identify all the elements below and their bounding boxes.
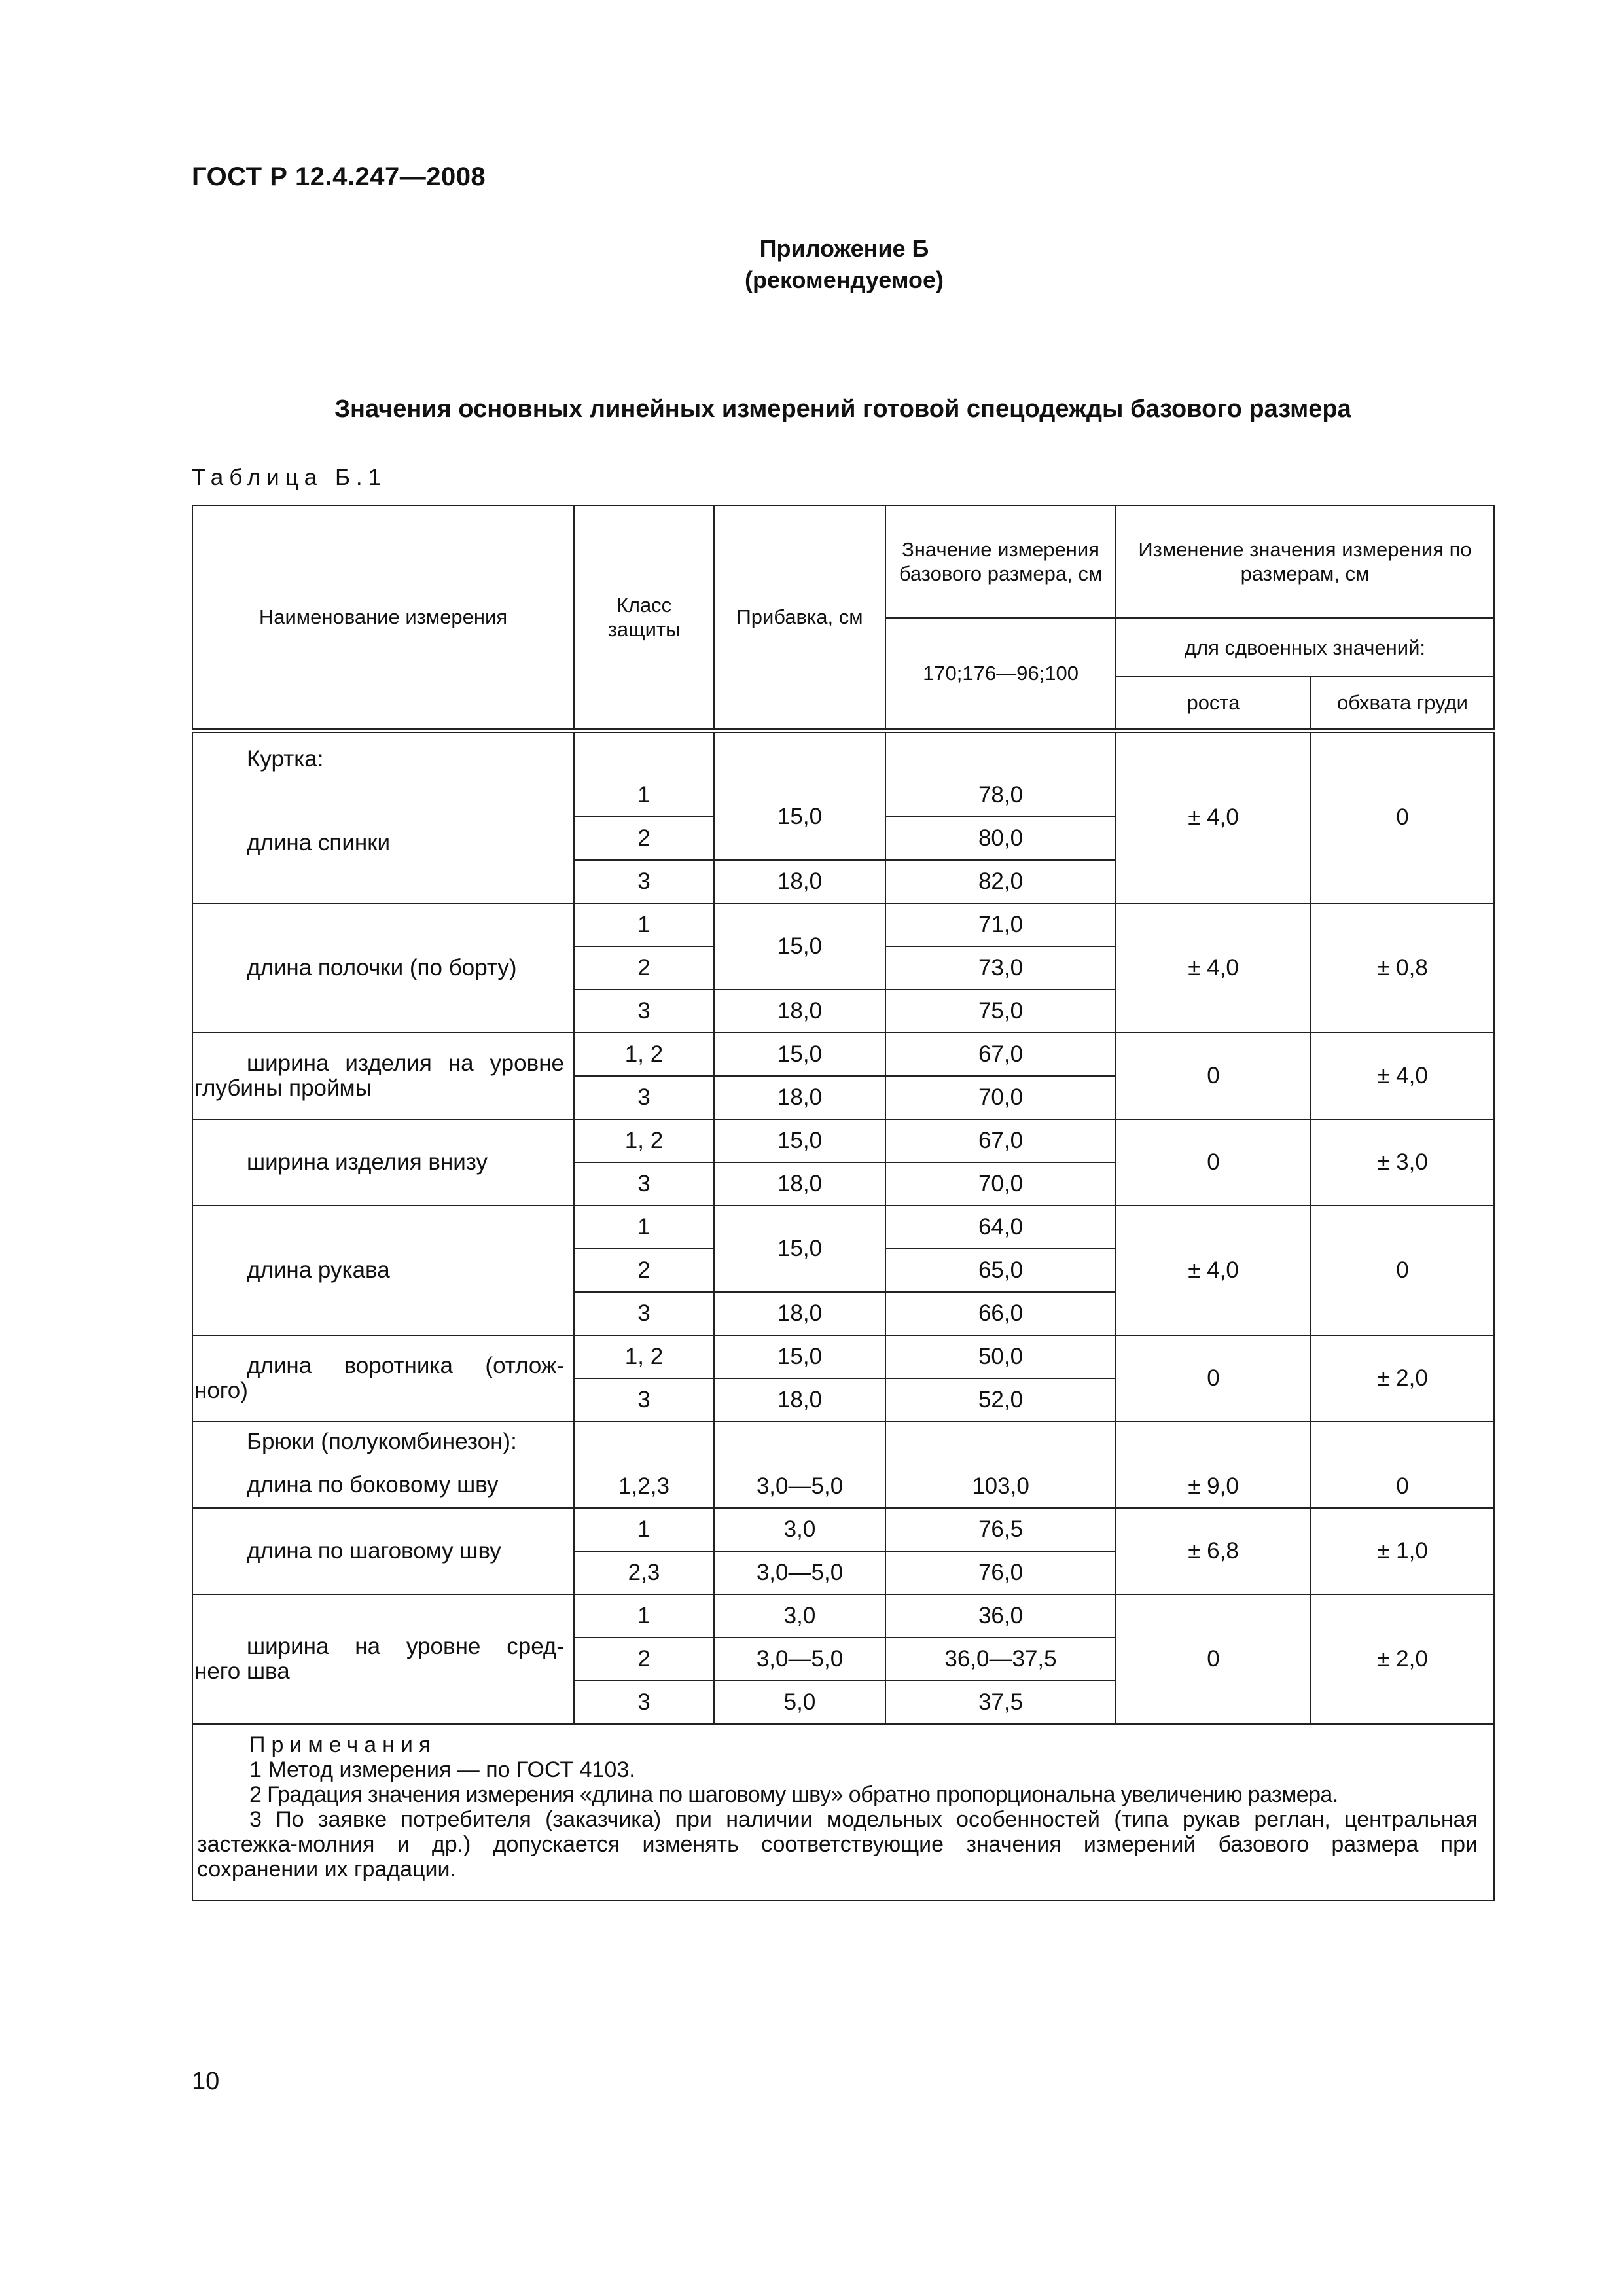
bottom-width-class-2: 3: [574, 1162, 714, 1206]
jacket-back-length-name: [192, 730, 574, 903]
side-seam-class: 1,2,3: [574, 1465, 714, 1508]
front-length-chest: ± 0,8: [1311, 903, 1494, 1033]
sleeve-length-height: ± 4,0: [1116, 1206, 1311, 1335]
mid-seam-width-label-2: него шва: [194, 1659, 290, 1684]
armhole-width-chest: ± 4,0: [1311, 1033, 1494, 1119]
inseam-value-1: 76,5: [885, 1508, 1116, 1551]
armhole-width-height: 0: [1116, 1033, 1311, 1119]
page-number: 10: [192, 2068, 220, 2095]
front-length-value-3: 75,0: [885, 990, 1116, 1033]
header-allowance: Прибавка, см: [714, 505, 885, 730]
inseam-allowance-2: 3,0—5,0: [714, 1551, 885, 1594]
back-length-value-2: 80,0: [885, 817, 1116, 860]
front-length-allowance-2: 18,0: [714, 990, 885, 1033]
front-length-class-3: 3: [574, 990, 714, 1033]
collar-length-allowance-2: 18,0: [714, 1378, 885, 1422]
measurements-table: [192, 505, 1495, 1901]
annex-status: (рекомендуемое): [745, 266, 944, 293]
note-3-lines-rest: [197, 1832, 1478, 1882]
sleeve-length-class-3: 3: [574, 1292, 714, 1335]
notes-title: Примечания: [249, 1732, 437, 1757]
collar-length-class-1: 1, 2: [574, 1335, 714, 1378]
note-1: 1 Метод измерения — по ГОСТ 4103.: [249, 1757, 635, 1782]
front-length-value-1: 71,0: [885, 903, 1116, 946]
side-seam-allowance: 3,0—5,0: [714, 1465, 885, 1508]
side-seam-label: длина по боковому шву: [247, 1472, 499, 1498]
header-base-value: Значение измерения базового размера, см: [885, 505, 1116, 618]
collar-length-name: [192, 1335, 574, 1422]
inseam-value-2: 76,0: [885, 1551, 1116, 1594]
note-3-line-3: сохранении их градации.: [197, 1857, 456, 1882]
header-doubled: для сдвоенных значений:: [1116, 618, 1494, 677]
mid-seam-class-3: 3: [574, 1681, 714, 1724]
inseam-height: ± 6,8: [1116, 1508, 1311, 1594]
side-seam-chest: 0: [1311, 1465, 1494, 1508]
mid-seam-height: 0: [1116, 1594, 1311, 1724]
bottom-width-value-2: 70,0: [885, 1162, 1116, 1206]
collar-length-label-2: ного): [194, 1378, 248, 1403]
back-length-height: ± 4,0: [1116, 730, 1311, 903]
armhole-width-value-2: 70,0: [885, 1076, 1116, 1119]
back-length-chest: 0: [1311, 730, 1494, 903]
side-seam-value: 103,0: [885, 1465, 1116, 1508]
collar-length-class-2: 3: [574, 1378, 714, 1422]
mid-seam-value-3: 37,5: [885, 1681, 1116, 1724]
collar-length-chest: ± 2,0: [1311, 1335, 1494, 1422]
sleeve-length-allowance-2: 18,0: [714, 1292, 885, 1335]
table-notes: [192, 1724, 1494, 1901]
note-3-line-1: 3 По заявке потребителя (заказчика) при наличии модельных особенностей (типа рукав реглан, центральная: [249, 1807, 1478, 1832]
armhole-width-label-1: ширина изделия на уровне: [247, 1050, 564, 1076]
mid-seam-class-2: 2: [574, 1638, 714, 1681]
back-length-label: длина спинки: [247, 830, 391, 856]
inseam-allowance-1: 3,0: [714, 1508, 885, 1551]
armhole-width-class-1: 1, 2: [574, 1033, 714, 1076]
back-length-allowance-2: 18,0: [714, 860, 885, 903]
front-length-height: ± 4,0: [1116, 903, 1311, 1033]
inseam-chest: ± 1,0: [1311, 1508, 1494, 1594]
bottom-width-allowance-1: 15,0: [714, 1119, 885, 1162]
inseam-class-1: 1: [574, 1508, 714, 1551]
armhole-width-allowance-2: 18,0: [714, 1076, 885, 1119]
collar-length-height: 0: [1116, 1335, 1311, 1422]
collar-length-value-2: 52,0: [885, 1378, 1116, 1422]
header-chest: обхвата груди: [1311, 677, 1494, 730]
note-3-line-2: застежка-молния и др.) допускается изменять соответствующие значения измерений базового размера при: [197, 1832, 1478, 1857]
bottom-width-height: 0: [1116, 1119, 1311, 1206]
back-length-value-3: 82,0: [885, 860, 1116, 903]
mid-seam-value-2: 36,0—37,5: [885, 1638, 1116, 1681]
side-seam-name: [192, 1422, 574, 1508]
armhole-width-name: [192, 1033, 574, 1119]
inseam-class-2: 2,3: [574, 1551, 714, 1594]
inseam-label: длина по шаговому шву: [192, 1508, 574, 1594]
front-length-class-1: 1: [574, 903, 714, 946]
front-length-allowance-1: 15,0: [714, 903, 885, 990]
header-class: Класс защиты: [574, 505, 714, 730]
bottom-width-allowance-2: 18,0: [714, 1162, 885, 1206]
mid-seam-chest: ± 2,0: [1311, 1594, 1494, 1724]
armhole-width-class-2: 3: [574, 1076, 714, 1119]
sleeve-length-class-2: 2: [574, 1249, 714, 1292]
back-length-value-1: 78,0: [885, 774, 1116, 817]
annex-heading: [0, 233, 1623, 296]
front-length-label: длина полочки (по борту): [192, 903, 574, 1033]
sleeve-length-value-2: 65,0: [885, 1249, 1116, 1292]
side-seam-height: ± 9,0: [1116, 1465, 1311, 1508]
collar-length-allowance-1: 15,0: [714, 1335, 885, 1378]
front-length-class-2: 2: [574, 946, 714, 990]
mid-seam-allowance-1: 3,0: [714, 1594, 885, 1638]
sleeve-length-chest: 0: [1311, 1206, 1494, 1335]
mid-seam-allowance-3: 5,0: [714, 1681, 885, 1724]
mid-seam-class-1: 1: [574, 1594, 714, 1638]
armhole-width-label-2: глубины проймы: [194, 1075, 372, 1101]
note-2: 2 Градация значения измерения «длина по шаговому шву» обратно пропорциональна увеличению размера.: [249, 1782, 1338, 1807]
back-length-class-3: 3: [574, 860, 714, 903]
sleeve-length-allowance-1: 15,0: [714, 1206, 885, 1292]
document-title: Значения основных линейных измерений готовой спецодежды базового размера: [334, 395, 1351, 423]
mid-seam-value-1: 36,0: [885, 1594, 1116, 1638]
header-change: Изменение значения измерения по размерам, см: [1116, 505, 1494, 618]
bottom-width-value-1: 67,0: [885, 1119, 1116, 1162]
header-base-size: 170;176—96;100: [885, 618, 1116, 730]
header-name: Наименование измерения: [192, 505, 574, 730]
annex-title: Приложение Б: [759, 235, 929, 262]
mid-seam-allowance-2: 3,0—5,0: [714, 1638, 885, 1681]
sleeve-length-label: длина рукава: [192, 1206, 574, 1335]
collar-length-value-1: 50,0: [885, 1335, 1116, 1378]
back-length-allowance-1: 15,0: [714, 774, 885, 860]
back-length-class-1: 1: [574, 774, 714, 817]
bottom-width-chest: ± 3,0: [1311, 1119, 1494, 1206]
bottom-width-class-1: 1, 2: [574, 1119, 714, 1162]
sleeve-length-class-1: 1: [574, 1206, 714, 1249]
collar-length-label-1: длина воротника (отлож-: [247, 1353, 564, 1378]
back-length-class-2: 2: [574, 817, 714, 860]
sleeve-length-value-1: 64,0: [885, 1206, 1116, 1249]
armhole-width-value-1: 67,0: [885, 1033, 1116, 1076]
mid-seam-width-label-1: ширина на уровне сред-: [247, 1634, 564, 1659]
jacket-title: Куртка:: [247, 746, 324, 772]
trousers-title: Брюки (полукомбинезон):: [247, 1429, 517, 1454]
standard-code: ГОСТ Р 12.4.247—2008: [192, 162, 486, 191]
front-length-value-2: 73,0: [885, 946, 1116, 990]
armhole-width-allowance-1: 15,0: [714, 1033, 885, 1076]
bottom-width-label: ширина изделия внизу: [192, 1119, 574, 1206]
table-caption: Таблица Б.1: [192, 465, 387, 490]
mid-seam-width-name: [192, 1594, 574, 1724]
header-height: роста: [1116, 677, 1311, 730]
sleeve-length-value-3: 66,0: [885, 1292, 1116, 1335]
